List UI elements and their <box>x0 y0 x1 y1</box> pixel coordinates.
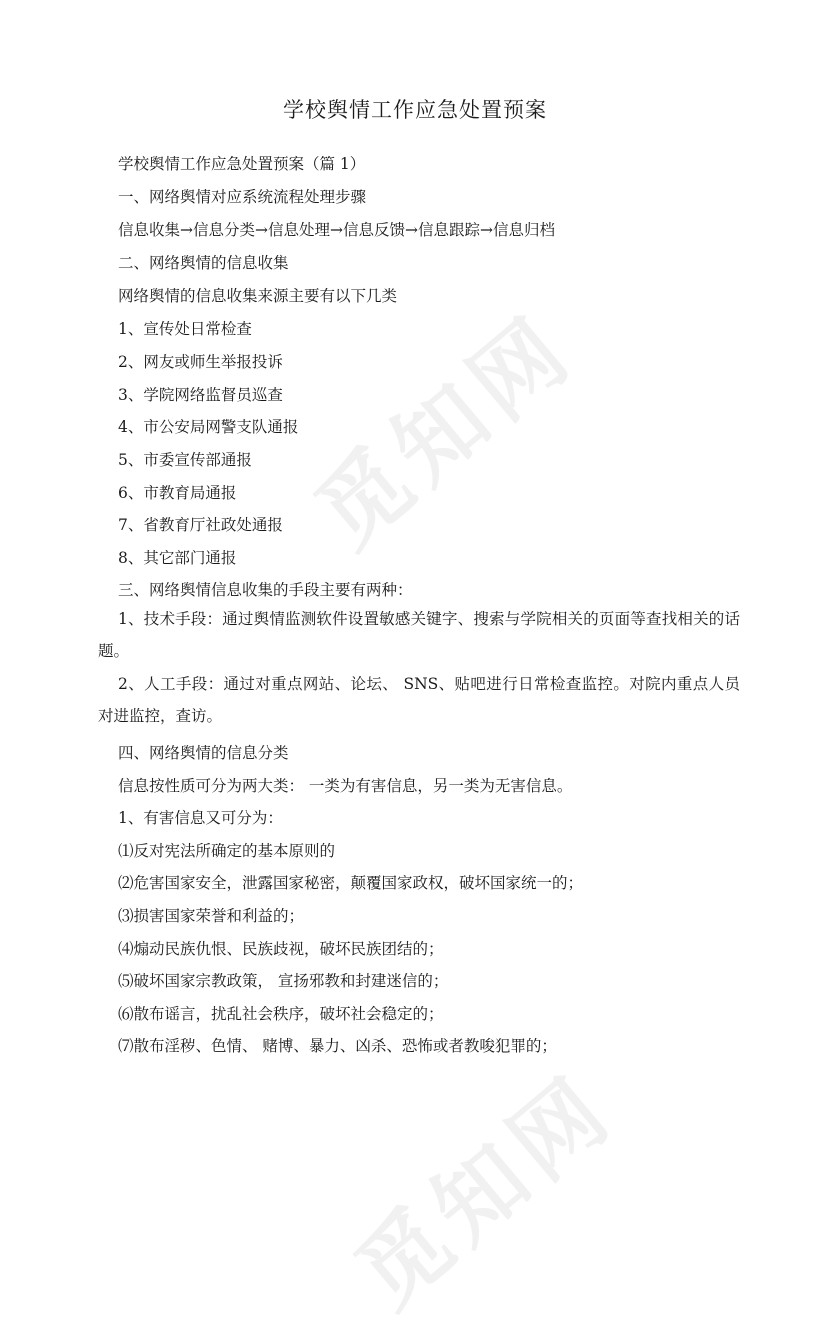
section-heading: 二、网络舆情的信息收集 <box>118 254 289 272</box>
list-item: ⑶损害国家荣誉和利益的； <box>118 907 305 925</box>
list-item: 8、其它部门通报 <box>118 549 237 567</box>
list-item: ⑸破坏国家宗教政策， 宣扬邪教和封建迷信的； <box>118 972 449 990</box>
watermark: 觅知网 <box>296 294 595 569</box>
list-item: ⑹散布谣言，扰乱社会秩序，破坏社会稳定的； <box>118 1005 444 1023</box>
list-item: 7、省教育厅社政处通报 <box>118 516 283 534</box>
section-heading: 一、网络舆情对应系统流程处理步骤 <box>118 188 367 206</box>
text-line: 网络舆情的信息收集来源主要有以下几类 <box>118 287 398 305</box>
list-item: 5、市委宣传部通报 <box>118 451 252 469</box>
text-line: 信息按性质可分为两大类： 一类为有害信息，另一类为无害信息。 <box>118 777 573 795</box>
list-item: 2、网友或师生举报投诉 <box>118 353 283 371</box>
text-line: 学校舆情工作应急处置预案（篇 1） <box>118 155 366 173</box>
document-title: 学校舆情工作应急处置预案 <box>283 98 547 122</box>
text-line: 1、有害信息又可分为： <box>118 809 283 827</box>
paragraph-tech: 1、技术手段：通过舆情监测软件设置敏感关键字、搜索与学院相关的页面等查找相关的话题。 <box>98 610 740 660</box>
list-item: 4、市公安局网警支队通报 <box>118 418 299 436</box>
list-item: ⑴反对宪法所确定的基本原则的 <box>118 842 336 860</box>
section-heading: 四、网络舆情的信息分类 <box>118 744 289 762</box>
text-line: 信息收集→信息分类→信息处理→信息反馈→信息跟踪→信息归档 <box>118 221 555 239</box>
list-item: 3、学院网络监督员巡查 <box>118 386 283 404</box>
list-item: 1、宣传处日常检查 <box>118 320 252 338</box>
list-item: ⑺散布淫秽、色情、 赌博、暴力、凶杀、恐怖或者教唆犯罪的； <box>118 1037 557 1055</box>
section-heading: 三、网络舆情信息收集的手段主要有两种： <box>118 581 413 599</box>
list-item: 6、市教育局通报 <box>118 484 237 502</box>
list-item: ⑵危害国家安全，泄露国家秘密，颠覆国家政权，破坏国家统一的； <box>118 874 584 892</box>
list-item: ⑷煽动民族仇恨、民族歧视，破坏民族团结的； <box>118 940 444 958</box>
watermark-bottom: 觅知网 <box>336 1054 635 1329</box>
paragraph-manual: 2、人工手段：通过对重点网站、论坛、 SNS、贴吧进行日常检查监控。对院内重点人员对进监控，查访。 <box>98 675 740 725</box>
